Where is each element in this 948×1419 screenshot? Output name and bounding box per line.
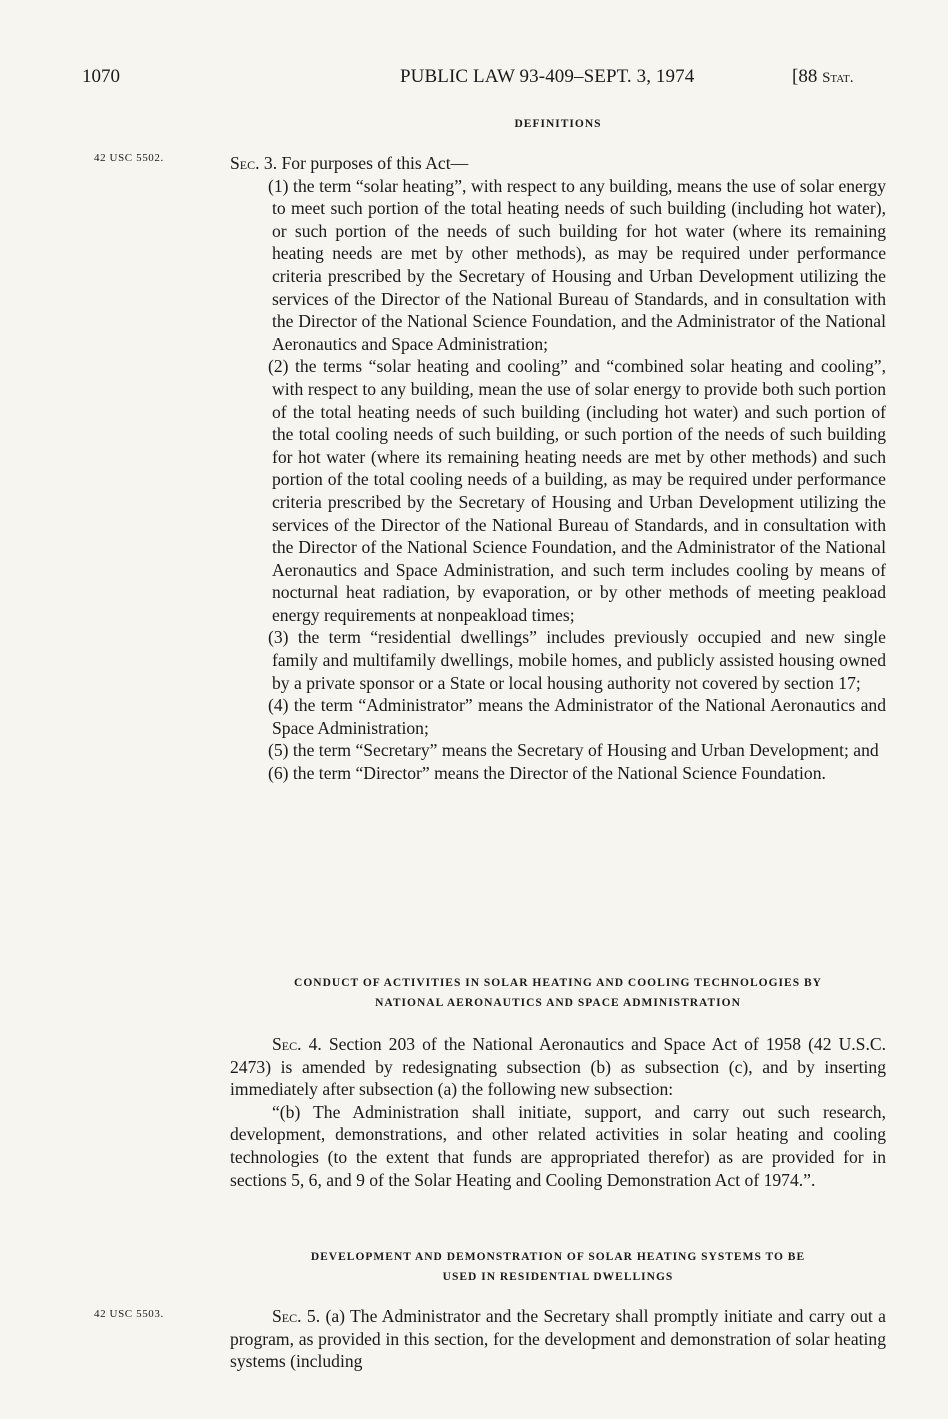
section-5-heading-line-1: DEVELOPMENT AND DEMONSTRATION OF SOLAR HEATING SYSTEMS TO BE — [310, 1251, 806, 1263]
volume-reference — [792, 66, 853, 88]
page-number: 1070 — [82, 66, 120, 87]
section-5-text-body: 5. (a) The Administrator and the Secretary shall promptly initiate and carry out a program, as provided in this section, for the development and demonstration of solar heating systems (including — [230, 1306, 886, 1372]
volume-bracket: [88 — [792, 66, 823, 87]
section-3-intro-text: 3. For purposes of this Act— — [259, 153, 469, 173]
definition-1: (1) the term “solar heating”, with respect to any building, means the use of solar energy to meet such portion of the total heating needs of such building (including hot water), or such portion of the needs of such building for hot water (where its remaining heating needs are met by other methods), as may be required under performance criteria prescribed by the Secretary of Housing and Urban Development utilizing the services of the Director of the National Bureau of Standards, and in consultation with the Director of the National Science Foundation, and the Administrator of the National Aeronautics and Space Administration; — [268, 175, 886, 354]
section-5-heading-line-2: USED IN RESIDENTIAL DWELLINGS — [442, 1271, 674, 1283]
sec-label: Sec. — [272, 1034, 302, 1054]
running-title: PUBLIC LAW 93-409–SEPT. 3, 1974 — [400, 66, 695, 87]
section-4-heading-line-2: NATIONAL AERONAUTICS AND SPACE ADMINISTRATION — [375, 997, 741, 1009]
margin-note-sec3: 42 USC 5502. — [94, 152, 164, 164]
section-4-body — [230, 1033, 886, 1191]
section-4-heading — [230, 973, 886, 1013]
volume-suffix: Stat. — [822, 70, 854, 86]
definitions-heading: DEFINITIONS — [514, 118, 602, 130]
section-3-intro — [230, 152, 886, 175]
section-3-body — [230, 152, 886, 785]
definition-2: (2) the terms “solar heating and cooling” and “combined solar heating and cooling”, with respect to any building, mean the use of solar energy to provide both such portion of the total heating needs of such building (including hot water) and such portion of the total cooling needs of such building, or such portion of the needs of such building for hot water (where its remaining heating needs are met by other methods) and such portion of the total cooling needs of a building, as may be required under performance criteria prescribed by the Secretary of Housing and Urban Development utilizing the services of the Director of the National Bureau of Standards, and in consultation with the Director of the National Science Foundation, and the Administrator of the National Aeronautics and Space Administration, and such term includes cooling by means of nocturnal heat radiation, by evaporation, or by other methods of meeting peakload energy requirements at nonpeakload times; — [268, 356, 886, 625]
section-4-text-body: 4. Section 203 of the National Aeronautics and Space Act of 1958 (42 U.S.C. 2473) is amended by redesignating subsection (b) as subsection (c), and by inserting immediately after subsection (a) the following new subsection: — [230, 1034, 886, 1100]
sec-label: Sec. — [272, 1306, 302, 1326]
definition-4: (4) the term “Administrator” means the Administrator of the National Aeronautics and Space Administration; — [268, 695, 886, 738]
section-4-text — [230, 1033, 886, 1101]
section-4-quote: “(b) The Administration shall initiate, support, and carry out such research, development, demonstrations, and other related activities in solar heating and cooling technologies (to the extent that funds are appropriated therefor) as are provided for in sections 5, 6, and 9 of the Solar Heating and Cooling Demonstration Act of 1974.”. — [230, 1101, 886, 1190]
page-header — [0, 66, 948, 90]
definition-6: (6) the term “Director” means the Director of the National Science Foundation. — [268, 763, 826, 784]
definition-5: (5) the term “Secretary” means the Secretary of Housing and Urban Development; and — [268, 740, 879, 761]
margin-note-sec5: 42 USC 5503. — [94, 1308, 164, 1320]
section-5-body — [230, 1305, 886, 1373]
section-4-heading-line-1: CONDUCT OF ACTIVITIES IN SOLAR HEATING AND COOLING TECHNOLOGIES BY — [294, 977, 822, 989]
section-5-heading — [230, 1247, 886, 1287]
sec-label: Sec. — [230, 153, 260, 173]
definition-3: (3) the term “residential dwellings” includes previously occupied and new single family and multifamily dwellings, mobile homes, and publicly assisted housing owned by a private sponsor or a State or local housing authority not covered by section 17; — [268, 627, 886, 693]
section-5-text — [230, 1305, 886, 1373]
